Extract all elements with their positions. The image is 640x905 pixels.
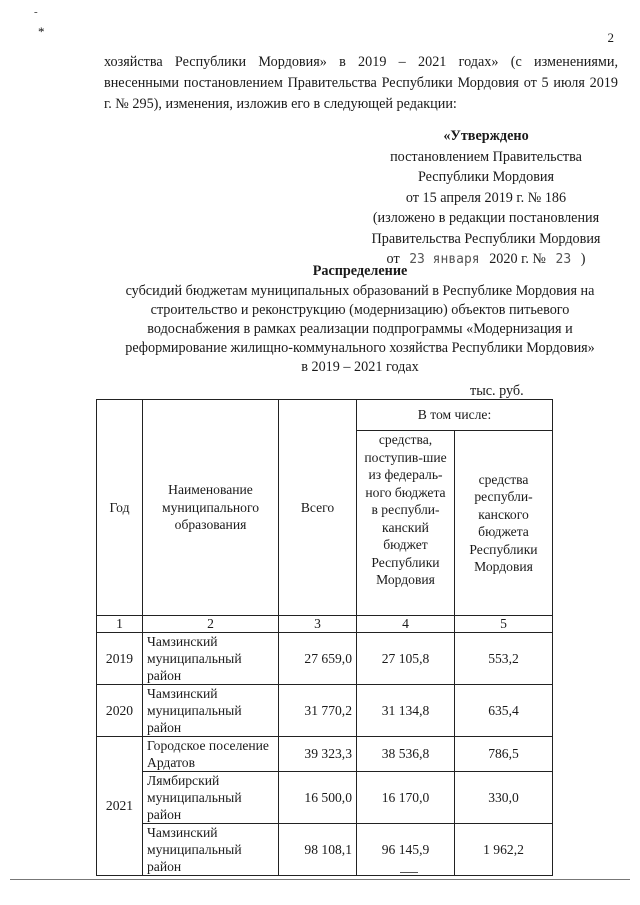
year-cell: 2019	[97, 633, 143, 685]
federal-cell: 38 536,8	[357, 737, 455, 772]
name-cell: Лямбирский муниципальный район	[143, 772, 279, 824]
federal-cell: 16 170,0	[357, 772, 455, 824]
approval-line-6: Правительства Республики Мордовия	[371, 230, 601, 247]
name-cell: Городское поселение Ардатов	[143, 737, 279, 772]
federal-cell: 96 145,9	[357, 824, 455, 876]
header-year: Год	[97, 400, 143, 616]
column-number: 5	[455, 616, 553, 633]
approval-close: )	[580, 251, 586, 267]
approval-line-2: постановлением Правительства	[390, 148, 582, 165]
total-cell: 27 659,0	[279, 633, 357, 685]
table-row	[97, 633, 553, 685]
column-number: 2	[143, 616, 279, 633]
column-number: 3	[279, 616, 357, 633]
title-line-1: субсидий бюджетам муниципальных образований в Республике Мордовия на	[125, 283, 595, 299]
table-row	[97, 824, 553, 876]
year-cell: 2020	[97, 685, 143, 737]
approval-from: от	[386, 251, 400, 267]
scan-footer-mark	[400, 872, 418, 873]
distribution-table	[96, 399, 553, 876]
approval-stamp	[346, 126, 626, 271]
header-federal: средства, поступив-шие из федераль-ного бюджета в республи-канский бюджет Республики Мордовия	[357, 431, 455, 616]
year-cell: 2021	[97, 737, 143, 876]
header-total: Всего	[279, 400, 357, 616]
approval-line-5: (изложено в редакции постановления	[372, 210, 600, 226]
title-line-3: водоснабжения в рамках реализации подпрограммы «Модернизация и	[147, 321, 573, 337]
title-line-2: строительство и реконструкцию (модернизацию) объектов питьевого	[150, 302, 570, 318]
page-bottom-edge	[10, 879, 630, 880]
federal-cell: 31 134,8	[357, 685, 455, 737]
republic-cell: 1 962,2	[455, 824, 553, 876]
name-cell: Чамзинский муниципальный район	[143, 633, 279, 685]
header-republic: средства республи-канского бюджета Республики Мордовия	[455, 431, 553, 616]
name-cell: Чамзинский муниципальный район	[143, 685, 279, 737]
total-cell: 16 500,0	[279, 772, 357, 824]
column-number: 1	[97, 616, 143, 633]
table-row	[97, 685, 553, 737]
total-cell: 98 108,1	[279, 824, 357, 876]
total-cell: 39 323,3	[279, 737, 357, 772]
approval-year: 2020 г. №	[489, 251, 546, 267]
units-label: тыс. руб.	[470, 383, 524, 399]
column-number: 4	[357, 616, 455, 633]
approval-date-filled: 23 января	[409, 252, 480, 267]
table-row	[97, 737, 553, 772]
document-title	[100, 262, 620, 377]
approval-line-4: от 15 апреля 2019 г. № 186	[405, 189, 567, 206]
scan-mark-star: *	[38, 24, 45, 39]
column-number-row	[97, 616, 553, 633]
republic-cell: 330,0	[455, 772, 553, 824]
scan-mark-dash: -	[34, 6, 38, 18]
title-line-5: в 2019 – 2021 годах	[301, 359, 419, 375]
name-cell: Чамзинский муниципальный район	[143, 824, 279, 876]
federal-cell: 27 105,8	[357, 633, 455, 685]
approval-title: «Утверждено	[443, 128, 529, 144]
table-row	[97, 772, 553, 824]
header-including: В том числе:	[357, 400, 553, 431]
republic-cell: 635,4	[455, 685, 553, 737]
intro-paragraph: хозяйства Республики Мордовия» в 2019 – 2021 годах» (с изменениями, внесенными постановлением Правительства Республики Мордовия от 5 июля 2019 г. № 295), изменения, изложив его в следующей редакции:	[104, 54, 618, 112]
approval-number-filled: 23	[555, 252, 572, 267]
header-name: Наименование муниципального образования	[143, 400, 279, 616]
title-heading: Распределение	[312, 263, 408, 279]
page-number: 2	[607, 30, 614, 45]
republic-cell: 786,5	[455, 737, 553, 772]
total-cell: 31 770,2	[279, 685, 357, 737]
republic-cell: 553,2	[455, 633, 553, 685]
approval-line-3: Республики Мордовия	[417, 169, 555, 185]
title-line-4: реформирование жилищно-коммунального хозяйства Республики Мордовия»	[125, 340, 595, 356]
